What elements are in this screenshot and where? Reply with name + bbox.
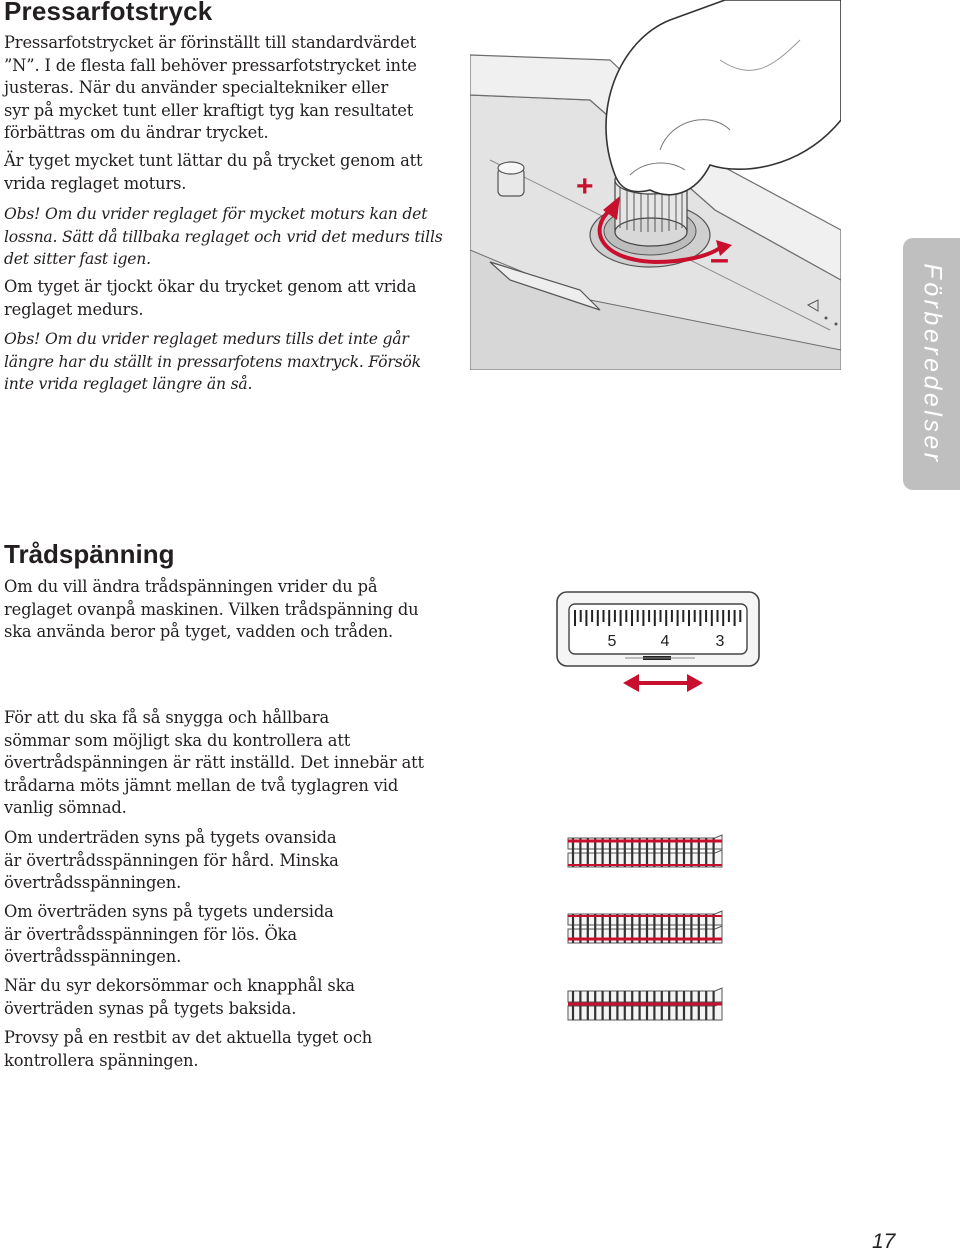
dial-number: 5 bbox=[607, 633, 617, 650]
page-number: 17 bbox=[872, 1230, 896, 1253]
side-tab bbox=[903, 238, 960, 490]
stitch-diagram-loose-tension bbox=[565, 908, 725, 948]
side-tab-label: Förberedelser bbox=[918, 263, 946, 465]
tension-dial-illustration bbox=[555, 590, 775, 695]
section-title-thread-tension: Trådspänning bbox=[4, 539, 175, 569]
presser-dial-illustration bbox=[470, 0, 841, 370]
dial-number: 4 bbox=[660, 633, 670, 650]
stitch-diagram-tight-tension bbox=[565, 832, 725, 872]
thread-paragraph-5: När du syr dekorsömmar och knapphål ska överträden synas på tygets baksida. bbox=[4, 976, 355, 1018]
thread-paragraph-2: För att du ska få så snygga och hållbara sömmar som möjligt ska du kontrollera att övertrådspänningen är rätt inställd. Det innebär att trådarna möts jämnt mellan de två tyglagren vid vanlig sömnad. bbox=[4, 708, 424, 818]
thread-paragraph-1: Om du vill ändra trådspänningen vrider du på reglaget ovanpå maskinen. Vilken trådspänning du ska använda beror på tyget, vadden och tråden. bbox=[4, 577, 419, 642]
presser-note-1: Obs! Om du vrider reglaget för mycket moturs kan det lossna. Sätt då tillbaka reglaget och vrid det medurs tills det sitter fast igen. bbox=[4, 205, 443, 269]
section-title-presser: Pressarfotstryck bbox=[4, 0, 213, 26]
minus-sign: – bbox=[710, 240, 729, 278]
presser-note-2: Obs! Om du vrider reglaget medurs tills det inte går längre har du ställt in pressarfotens maxtryck. Försök inte vrida reglaget längre än så. bbox=[4, 330, 421, 394]
presser-paragraph-2: Är tyget mycket tunt lättar du på trycket genom att vrida reglaget moturs. bbox=[4, 151, 423, 193]
thread-paragraph-3: Om underträden syns på tygets ovansida är övertrådsspänningen för hård. Minska övertrådsspänningen. bbox=[4, 828, 339, 893]
thread-paragraph-6: Provsy på en restbit av det aktuella tyget och kontrollera spänningen. bbox=[4, 1028, 373, 1070]
dial-number: 3 bbox=[715, 633, 725, 650]
plus-sign: + bbox=[576, 170, 594, 203]
thread-paragraph-4: Om överträden syns på tygets undersida är övertrådsspänningen för lös. Öka övertrådsspänningen. bbox=[4, 902, 334, 967]
stitch-diagram-correct-tension bbox=[565, 985, 725, 1025]
presser-paragraph-3: Om tyget är tjockt ökar du trycket genom att vrida reglaget medurs. bbox=[4, 277, 417, 319]
presser-paragraph-1: Pressarfotstrycket är förinställt till standardvärdet ”N”. I de flesta fall behöver pressarfotstrycket inte justeras. När du använder specialtekniker eller syr på mycket tunt eller kraftigt tyg kan resultatet förbättras om du ändrar trycket. bbox=[4, 33, 417, 143]
